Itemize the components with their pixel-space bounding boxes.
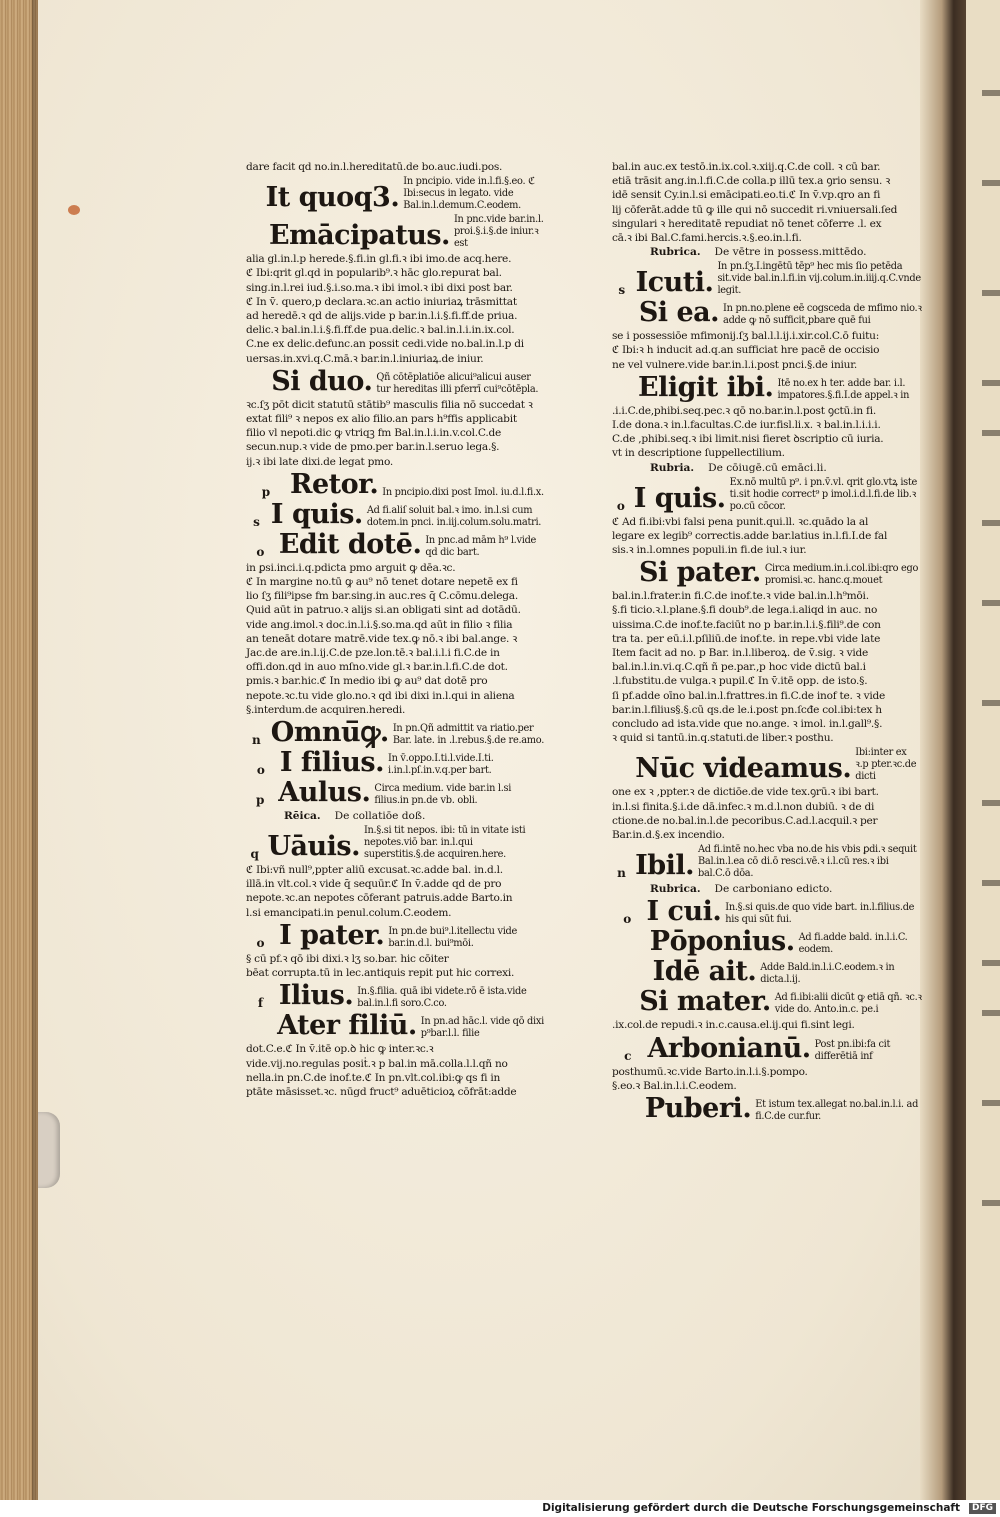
- text-line: offi.don.qd in auo mſno.vide gl.ꝛ bar.in.l.fi.C.de dot.: [246, 661, 508, 674]
- lemma-entry: [246, 719, 546, 747]
- lemma-word: Si pater.: [638, 557, 761, 589]
- text-line: ℭ Ibi:vñ null⁹,ppter aliū excusat.ꝛc.adde bal. in.d.l.: [246, 864, 503, 877]
- lemma-entry: [246, 1012, 546, 1040]
- lemma-note: In pn.de bui⁹.l.itellectu vide bar.in.d.l. bui⁹mōi.: [388, 925, 518, 949]
- text-line: filio vl nepoti.dic ꝙ vtriqꝫ fm Bal.in.l.i.in.v.col.C.de: [246, 427, 502, 440]
- lemma-word: Retor.: [290, 468, 379, 500]
- ink-stain: [68, 205, 80, 215]
- lemma-word: Si mater.: [639, 986, 771, 1018]
- lemma-entry: [612, 958, 922, 986]
- rubric-label: Rubria.: [650, 461, 695, 474]
- lemma-entry: [246, 982, 546, 1010]
- lemma-entry: [246, 468, 546, 500]
- text-line: Item facit ad no. p Bar. in.l.liberoꝝ. de v̄.sig. ꝛ vide: [612, 647, 869, 660]
- text-line: ptāte māsisset.ꝛc. nūgd fruct⁹ aduēticioꝝ cōfrāt:adde: [246, 1085, 517, 1098]
- book-gutter: [920, 0, 968, 1500]
- text-line: lij cōferāt.adde tū ꝙ ille qui nō succedit ri.vniuersali.ſed: [612, 203, 898, 216]
- lemma-entry: [612, 299, 922, 327]
- right-text-column: [612, 160, 922, 1125]
- text-line: etiā trāsit ang.in.l.fi.C.de colla.p illū tex.a ꝯrio sensu. ꝛ: [612, 175, 891, 188]
- text-line: illā.in vlt.col.ꝛ vide q̄ sequūr.ℭ In v̄.adde qd de pro: [246, 878, 502, 891]
- footer-credit: Digitalisierung gefördert durch die Deutsche Forschungsgemeinschaft: [542, 1502, 960, 1514]
- adjacent-text-fragment: [982, 1100, 1000, 1106]
- lemma-word: Arbonianū.: [647, 1032, 811, 1064]
- rubric-title: De vētre in possess.mittēdo.: [714, 246, 867, 259]
- adjacent-text-fragment: [982, 1200, 1000, 1206]
- text-line: .ix.col.de repudi.ꝛ in.c.causa.el.ij.qui fi.sint legi.: [612, 1019, 855, 1032]
- lemma-note: Circa medium. vide bar.in l.si filius.in pn.de vb. obli.: [374, 783, 512, 807]
- adjacent-text-fragment: [982, 520, 1000, 526]
- lemma-note: In pnc.ad mām h⁹ l.vide qd dic bart.: [425, 534, 537, 558]
- adjacent-text-fragment: [982, 960, 1000, 966]
- text-line: Jac.de are.in.l.ij.C.de pze.lon.tē.ꝛ bal.i.l.i fi.C.de in: [246, 647, 500, 660]
- text-line: nepote.ꝛc.an nepotes cōferant patruis.adde Barto.in: [246, 892, 513, 905]
- lemma-word: Idē ait.: [652, 956, 757, 988]
- lemma-word: I cui.: [646, 896, 722, 928]
- text-line: one ex ꝛ ,ppter.ꝛ de dictiōe.de vide tex.ꝯrū.ꝛ ibi bart.: [612, 786, 879, 799]
- lemma-entry: [246, 749, 546, 777]
- lemma-note: In.§.si tit nepos. ibi: tū in vitate isti nepotes.viō bar. in.l.qui superstitis.§.de acquiren.here.: [363, 825, 526, 861]
- margin-letter: s: [618, 283, 626, 298]
- lemma-entry: [612, 1092, 922, 1124]
- text-line: §.eo.ꝛ Bal.in.l.i.C.eodem.: [612, 1079, 737, 1092]
- lemma-word: Si duo.: [271, 365, 373, 397]
- adjacent-text-fragment: [982, 600, 1000, 606]
- adjacent-text-fragment: [982, 180, 1000, 186]
- margin-letter: n: [252, 733, 261, 748]
- lemma-entry: [612, 261, 922, 297]
- lemma-entry: [246, 365, 546, 397]
- lemma-entry: [246, 528, 546, 560]
- text-line: nella.in pn.C.de inof.te.ℭ In pn.vlt.col.ibi:ꝙ qs fi in: [246, 1071, 501, 1084]
- text-line: extat fili⁹ ꝛ nepos ex alio filio.an pars h⁹ffis applicabit: [246, 413, 517, 426]
- margin-letter: o: [256, 544, 265, 559]
- text-line: ℭ Ibi:qrit gl.qd in popularib⁹.ꝛ hāc glo.repurat bal.: [246, 267, 502, 280]
- text-line: in ꝑsi.inci.i.q.pdicta pmo arguit ꝙ dēa.ꝛc.: [246, 561, 456, 574]
- text-line: §.fi ticio.ꝛ.l.plane.§.fi doub⁹.de lega.i.aliqd in auc. no: [612, 604, 878, 617]
- text-line: bal.in.l.in.vi.q.C.qñ ñ pe.par.,p hoc vide dictū bal.i: [612, 661, 866, 674]
- adjacent-text-fragment: [982, 800, 1000, 806]
- lemma-note: In pn.ſʒ.I.ingētū tēp⁹ hec mis ſio petēda sit.vide bal.in.l.fi.in vij.colum.in.iiij.q.C.vnde legit.: [717, 261, 921, 297]
- lemma-word: Nūc videamus.: [635, 753, 852, 785]
- lemma-note: Ad fi.adde bald. in.l.i.C. eodem.: [798, 932, 908, 956]
- lemma-entry: [612, 988, 922, 1016]
- text-line: .i.i.C.de,phibi.seq.pec.ꝛ qō no.bar.in.l.post ꝯctū.in fi.: [612, 404, 876, 417]
- text-line: ne vel vulnere.vide bar.in.l.i.post pnci.§.de iniur.: [612, 358, 857, 371]
- adjacent-text-fragment: [982, 90, 1000, 96]
- lemma-word: I pater.: [279, 919, 385, 951]
- text-line: idē sensit Cy.in.l.si emācipati.eo.ti.ℭ In v̄.vp.qro an fi: [612, 189, 881, 202]
- text-line: ctione.de no.bal.in.l.de pecoribus.C.ad.l.acquil.ꝛ per: [612, 814, 878, 827]
- text-line: ℭ Ibi:ꝛ h inducit ad.q.an sufficiat hre pacē de occisio: [612, 344, 880, 357]
- lemma-entry: [246, 919, 546, 951]
- text-line: vt in descriptione ſuppellectilium.: [612, 447, 785, 460]
- text-line: bar.in.l.filius§.§.cū qs.de le.i.post pn.ſcđe col.ibi:tex h: [612, 703, 882, 716]
- text-line: legare ex legib⁹ correctis.adde bar.latius in.l.fi.I.de fal: [612, 529, 888, 542]
- text-line: ad heredē.ꝛ qd de alijs.vide p bar.in.l.i.§.fi.ff.de priua.: [246, 310, 518, 323]
- lemma-entry: [246, 779, 546, 807]
- margin-letter: o: [623, 912, 632, 927]
- lemma-word: Icuti.: [635, 267, 714, 299]
- lemma-note: In v̄.oppo.I.ti.l.vide.I.ti. i.in.l.pſ.in.v.q.per bart.: [388, 753, 494, 777]
- text-line: I.de dona.ꝛ in.l.facultas.C.de iur.fisl.li.x. ꝛ bal.in.l.i.i.i.: [612, 419, 881, 432]
- text-line: .l.fubstitu.de vulga.ꝛ pupil.ℭ In v̄.itē opp. de isto.§.: [612, 675, 868, 688]
- lemma-entry: [612, 844, 922, 880]
- lemma-entry: [612, 928, 922, 956]
- text-line: ℭ In margine no.tū ꝙ au⁹ nō tenet dotare nepetē ex fi: [246, 576, 518, 589]
- text-line: singulari ꝛ hereditatē repudiat nō tenet cōferre .l. ex: [612, 217, 882, 230]
- text-line: Bar.in.d.§.ex incendio.: [612, 829, 725, 842]
- margin-letter: p: [255, 793, 265, 808]
- lemma-word: Uāuis.: [267, 831, 360, 863]
- left-text-column: [246, 160, 546, 1099]
- text-line: in.l.si finita.§.i.de dā.infec.ꝛ m.d.l.non dubiū. ꝛ de di: [612, 800, 875, 813]
- text-line: secun.nup.ꝛ vide de pmo.per bar.in.l.seruo lega.§.: [246, 441, 500, 454]
- lemma-entry: [246, 176, 546, 212]
- rubric-title: De collatiōe doß.: [334, 810, 426, 823]
- margin-letter: n: [617, 866, 626, 881]
- text-line: C.ne ex delic.defunc.an possit cedi.vide no.bal.in.l.p di: [246, 338, 524, 351]
- lemma-note: Ex.nō multū p⁹. i pn.v̄.vl. qrit glo.vtꝝ iste ti.sit hodie correct⁹ p imol.i.d.l.fi.de lib.ꝛ po.cū cōcor.: [729, 476, 918, 512]
- text-line: concludo ad ista.vide que no.ange. ꝛ imol. in.l.gall⁹.§.: [612, 718, 883, 731]
- text-line: pmis.ꝛ bar.hic.ℭ In medio ibi ꝙ au⁹ dat dotē pro: [246, 675, 488, 688]
- text-line: sis.ꝛ in.l.omnes populi.in fi.de iul.ꝛ iur.: [612, 544, 807, 557]
- adjacent-text-fragment: [982, 380, 1000, 386]
- margin-letter: s: [253, 514, 260, 529]
- margin-letter: c: [624, 1048, 632, 1063]
- text-line: vide.vij.no.regulas posiṫ.ꝛ p bal.in mā.colla.l.l.qñ no: [246, 1057, 508, 1070]
- lemma-word: Ibil.: [635, 850, 694, 882]
- text-line: cā.ꝛ ibi Bal.C.fami.hercis.ꝛ.§.eo.in.l.fi.: [612, 232, 802, 245]
- lemma-note: Ad fi.aliſ soluit bal.ꝛ imo. in.l.si cum dotem.in pnci. in.iij.colum.solu.matri.: [366, 504, 542, 528]
- adjacent-text-fragment: [982, 700, 1000, 706]
- margin-letter: o: [256, 935, 265, 950]
- rubric-title: De cōiugē.cū emāci.li.: [708, 461, 827, 474]
- lemma-note: In pn.no.plene eē cogsceda de mfimo nio.ꝛ adde ꝙ nō sufficit,pbare quē fui: [723, 303, 922, 327]
- text-line: ℭ Ad fi.ibi:vbi falsi pena punit.qui.ll. ꝛc.quādo la al: [612, 515, 869, 528]
- lemma-word: I quis.: [633, 482, 726, 514]
- text-line: Quid aūt in patruo.ꝛ alijs si.an obligati sint ad dotādū.: [246, 604, 521, 617]
- adjacent-text-fragment: [982, 880, 1000, 886]
- text-line: §.interdum.de acquiren.heredi.: [246, 703, 406, 716]
- lemma-note: In pn.Qñ admittit va riatio.per Bar. late. in .l.rebus.§.de re.amo.: [392, 723, 545, 747]
- margin-letter: o: [256, 763, 265, 778]
- text-line: ij.ꝛ ibi late dixi.de legat pmo.: [246, 455, 394, 468]
- text-line: uissima.C.de inof.te.faciūt no p bar.in.l.i.§.fili⁹.de con: [612, 618, 881, 631]
- lemma-word: Omnū̄ꝙ.: [270, 717, 389, 749]
- rubric-heading: [612, 461, 922, 475]
- lemma-entry: [612, 747, 922, 783]
- adjacent-page-edge: [966, 0, 1000, 1500]
- lemma-word: Ater filiū.: [277, 1010, 417, 1042]
- text-line: nepote.ꝛc.tu vide glo.no.ꝛ qd ibi dixi in.l.qui in aliena: [246, 689, 515, 702]
- lemma-word: Pōponius.: [649, 926, 795, 958]
- lemma-word: Aulus.: [278, 777, 371, 809]
- margin-letter: p: [261, 484, 271, 499]
- lemma-note: In pnc.vide bar.in.l. proi.§.i.§.de iniur.ꝛ est: [453, 214, 544, 250]
- text-line: sing.in.l.rei iud.§.i.so.ma.ꝛ ibi imol.ꝛ ibi dixi post bar.: [246, 281, 513, 294]
- text-line: se i possessiōe mfimonij.ſʒ bal.l.l.ij.i.xir.col.C.ō fuitu:: [612, 330, 880, 343]
- lemma-word: I filius.: [279, 747, 384, 779]
- lemma-word: Puberi.: [644, 1092, 752, 1124]
- margin-letter: q: [250, 847, 259, 862]
- lemma-note: Post pn.ibi:fa cit differētiā inf: [814, 1038, 891, 1062]
- rubric-heading: [612, 882, 922, 896]
- lemma-entry: [612, 1032, 922, 1064]
- lemma-note: Circa medium.in.i.col.ibi:qro ego promisi.ꝛc. hanc.q.mouet: [764, 563, 919, 587]
- text-line: an teneāt dotare matrē.vide tex.ꝙ nō.ꝛ ibi bal.ange. ꝛ: [246, 632, 517, 645]
- lemma-entry: [612, 898, 922, 926]
- text-line: ꝛ quid si tantū.in.q.statuti.de liber.ꝛ posthu.: [612, 732, 834, 745]
- adjacent-text-fragment: [982, 290, 1000, 296]
- text-line: bal.in.l.frater.in fi.C.de inof.te.ꝛ vide bal.in.l.h⁹mōi.: [612, 590, 869, 603]
- rubric-label: Rēica.: [284, 810, 321, 823]
- lemma-word: Edit dotē.: [278, 528, 422, 560]
- text-line: delic.ꝛ bal.in.l.i.§.fi.ff.de pua.delic.ꝛ bal.in.l.i.in.ix.col.: [246, 324, 515, 337]
- lemma-note: In pn.ad hāc.l. vide qō dixi p⁹bar.l.l. filie: [420, 1016, 544, 1040]
- lemma-word: Ilius.: [278, 980, 354, 1012]
- lemma-word: Si ea.: [638, 297, 720, 329]
- text-line: ſi pf.adde oīno bal.in.l.frattres.in fi.C.de inof te. ꝛ vide: [612, 689, 886, 702]
- rubric-label: Rubrica.: [650, 883, 701, 896]
- text-line: ℭ In v̄. quero,p declara.ꝛc.an actio iniuriaꝝ trāsmittat: [246, 295, 517, 308]
- margin-letter: o: [616, 498, 625, 513]
- adjacent-text-fragment: [982, 430, 1000, 436]
- rubric-heading: [612, 245, 922, 259]
- lemma-note: Qñ cōtēplatiōe alicui⁹alicui auser tur hereditas illi pferrī cui⁹cōtēpla.: [376, 371, 539, 395]
- lemma-entry: [246, 498, 546, 530]
- text-line: lio ſʒ fili⁹ipse fm bar.sing.in auc.res q̄ C.cōmu.delega.: [246, 590, 518, 603]
- text-line: tra ta. per eū.i.l.pſiliū.de inof.te. in repe.vbi vide late: [612, 632, 881, 645]
- lemma-note: Et istum tex.allegat no.bal.in.l.i. ad fi.C.de cur.fur.: [755, 1098, 919, 1122]
- rubric-title: De carboniano edicto.: [714, 883, 833, 896]
- lemma-note: Ibi:inter ex ꝛ.p pter.ꝛc.de dicti: [855, 747, 917, 783]
- lemma-word: Eligit ibi.: [638, 371, 774, 403]
- text-line: dot.C.e.ℭ In v̄.itē op.ꝺ hic ꝙ inter.ꝛc.ꝛ: [246, 1043, 434, 1056]
- lemma-entry: [246, 825, 546, 861]
- text-line: § cū pf.ꝛ qō ibi dixi.ꝛ lʒ so.bar. hic cōiter: [246, 952, 449, 965]
- lemma-note: Adde Bald.in.l.i.C.eodem.ꝛ in dicta.l.ij.: [760, 962, 895, 986]
- text-line: bal.in auc.ex testō.in.ix.col.ꝛ.xiij.q.C.de coll. ꝛ cū bar.: [612, 161, 881, 173]
- footer-bar: [0, 1500, 1000, 1517]
- lemma-note: Itē no.ex h ter. adde bar. i.l. impatores.§.fi.I.de appel.ꝛ in: [777, 377, 910, 401]
- page-clip: [38, 1112, 60, 1188]
- lemma-word: It quoq3.: [265, 182, 400, 214]
- rubric-label: Rubrica.: [650, 246, 701, 259]
- lemma-note: Ad fi.intē no.hec vba no.de his vbis ꝑdi.ꝛ sequit Bal.in.l.ea cō di.ō resci.vē.ꝛ i.l.cū res.ꝛ ibi bal.C.ō dōa.: [698, 844, 917, 880]
- lemma-word: I quis.: [270, 498, 363, 530]
- text-line: uersas.in.xvi.q.C.mā.ꝛ bar.in.l.iniuriaꝝ.de iniur.: [246, 352, 484, 365]
- rubric-heading: [246, 809, 546, 823]
- text-line: alia gl.in.l.p herede.§.fi.in gl.fi.ꝛ ibi imo.de acq.here.: [246, 253, 512, 266]
- lemma-note: Ad fi.ibi:alii dicūt ꝙ etiā qñ. ꝛc.ꝛ vide do. Anto.in.c. pe.i: [774, 992, 922, 1016]
- adjacent-text-fragment: [982, 1010, 1000, 1016]
- text-line: dare facit qd no.in.l.hereditatū.de bo.auc.iudi.pos.: [246, 161, 503, 173]
- lemma-entry: [612, 371, 922, 403]
- lemma-entry: [612, 477, 922, 513]
- lemma-entry: [246, 214, 546, 250]
- text-line: vide ang.imol.ꝛ doc.in.l.i.§.so.ma.qd aūt in filio ꝛ filia: [246, 618, 513, 631]
- lemma-note: In pncipio. vide in.l.fi.§.eo. ℭ Ibi:secus in legato. vide Bal.in.l.demum.C.eodem.: [403, 176, 535, 212]
- text-line: l.si emancipati.in penul.colum.C.eodem.: [246, 906, 452, 919]
- text-line: ꝛc.ſʒ pōt dicit statutū stātib⁹ masculis filia nō succedat ꝛ: [246, 398, 533, 411]
- lemma-note: In.§.filia. quā ibi videte.rō ē ista.vide bal.in.l.fi soro.C.co.: [357, 986, 527, 1010]
- lemma-note: In.§.si quis.de quo vide bart. in.l.filius.de his qui sūt fui.: [725, 902, 915, 926]
- lemma-note: In pncipio.dixi post Imol. iu.d.l.fi.x.: [382, 486, 544, 498]
- text-line: posthumū.ꝛc.vide Barto.in.l.i.§.pompo.: [612, 1065, 808, 1078]
- text-line: bēat corrupta.tū in lec.antiquis repit put hic correxi.: [246, 967, 515, 980]
- text-line: C.de ,phibi.seq.ꝛ ibi limit.nisi fieret ꝺscriptio cū iuria.: [612, 433, 884, 446]
- margin-letter: f: [257, 996, 264, 1011]
- dfg-logo: DFG: [969, 1503, 996, 1514]
- lemma-word: Emācipatus.: [269, 220, 450, 252]
- lemma-entry: [612, 559, 922, 587]
